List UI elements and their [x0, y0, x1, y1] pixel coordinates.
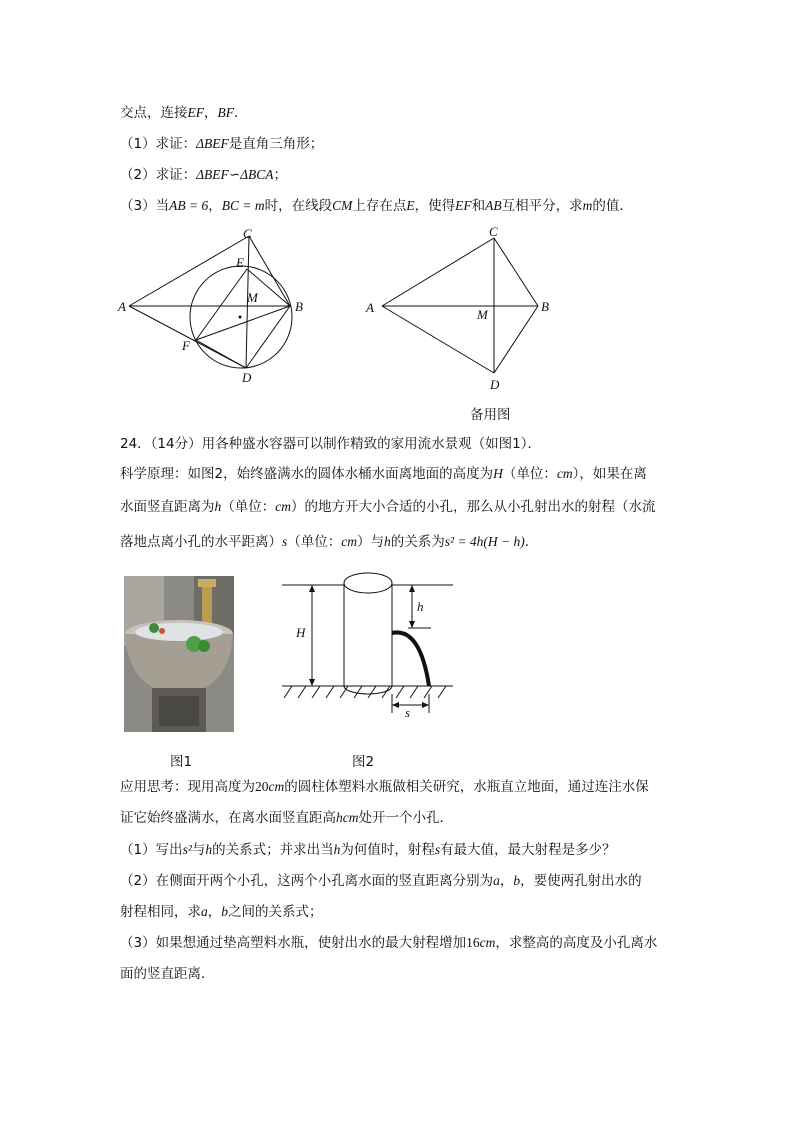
stone-basin-photo — [124, 576, 234, 732]
segment-ac — [382, 238, 494, 306]
label-d: D — [242, 370, 252, 385]
label-h: h — [417, 599, 424, 614]
q24-science-line3: 落地点离小孔的水平距离）s（单位：cm）与h的关系为s² = 4h(H − h)． — [120, 534, 539, 550]
range-formula: s² = 4h(H − h) — [444, 534, 525, 549]
q23-part3: （3）当AB = 6，BC = m时，在线段CM上存在点E，使得EF和AB互相平分，求m的值． — [120, 198, 633, 214]
cylinder-top — [344, 573, 392, 593]
label-c: C — [489, 224, 498, 239]
q23-intro-line: 交点，连接EF，BF． — [120, 105, 248, 121]
q24-sub1: （1）写出s²与h的关系式；并求出当h为何值时，射程s有最大值，最大射程是多少？ — [120, 842, 616, 858]
q24-sub3-line1: （3）如果想通过垫高塑料水瓶，使射出水的最大射程增加16cm，求整高的高度及小孔离水 — [120, 935, 658, 951]
q24-sub2-line1: （2）在侧面开两个小孔，这两个小孔离水面的竖直距离分别为a，b，要使两孔射出水的 — [120, 873, 642, 889]
q24-application-line2: 证它始终盛满水，在离水面竖直距高hcm处开一个小孔． — [120, 810, 453, 826]
label-b: B — [295, 299, 303, 314]
segment-bd — [494, 306, 538, 373]
label-d: D — [490, 377, 500, 392]
segment-fb — [196, 306, 290, 340]
circle-center-dot — [239, 316, 242, 319]
segment-cb — [494, 238, 538, 306]
figure1-caption: 图1 — [170, 754, 193, 770]
backup-figure-caption: 备用图 — [470, 407, 511, 423]
q23-figure-circle — [110, 222, 310, 392]
label-b: B — [541, 299, 549, 314]
q24-application-line1: 应用思考：现用高度为20cm的圆柱体塑料水瓶做相关研究，水瓶直立地面，通过连注水保 — [120, 779, 649, 795]
cylinder-diagram — [278, 565, 463, 720]
ground-hatching — [284, 686, 446, 698]
label-c: C — [243, 226, 252, 241]
label-a: A — [366, 300, 374, 315]
q24-sub3-line2: 面的竖直距离． — [120, 966, 215, 982]
q24-science-line2: 水面竖直距离为h（单位：cm）的地方开大小合适的小孔，那么从小孔射出水的射程（水流 — [120, 499, 656, 515]
label-f: F — [182, 338, 190, 353]
label-e: E — [236, 255, 244, 270]
label-m: M — [477, 307, 488, 322]
q24-header: 24．（14分）用各种盛水容器可以制作精致的家用流水景观（如图1）． — [120, 436, 541, 452]
label-s: s — [405, 705, 411, 720]
cylinder-bottom — [344, 686, 392, 694]
q23-part2: （2）求证：ΔBEF∽ΔBCA； — [120, 167, 287, 183]
label-a: A — [118, 299, 126, 314]
q24-sub2-line2: 射程相同，求a，b之间的关系式； — [120, 904, 323, 920]
segment-ef — [196, 269, 247, 340]
q23-figure-backup — [360, 222, 560, 397]
segment-bd — [246, 306, 290, 368]
figure2-caption: 图2 — [352, 754, 375, 770]
segment-ac — [129, 236, 249, 306]
q23-part1: （1）求证：ΔBEF是直角三角形； — [120, 136, 324, 152]
q24-science-line1: 科学原理：如图2，始终盛满水的圆体水桶水面离地面的高度为H（单位：cm），如果在离 — [120, 466, 647, 482]
label-H: H — [296, 625, 306, 640]
water-jet — [392, 632, 429, 686]
label-m: M — [247, 290, 258, 305]
